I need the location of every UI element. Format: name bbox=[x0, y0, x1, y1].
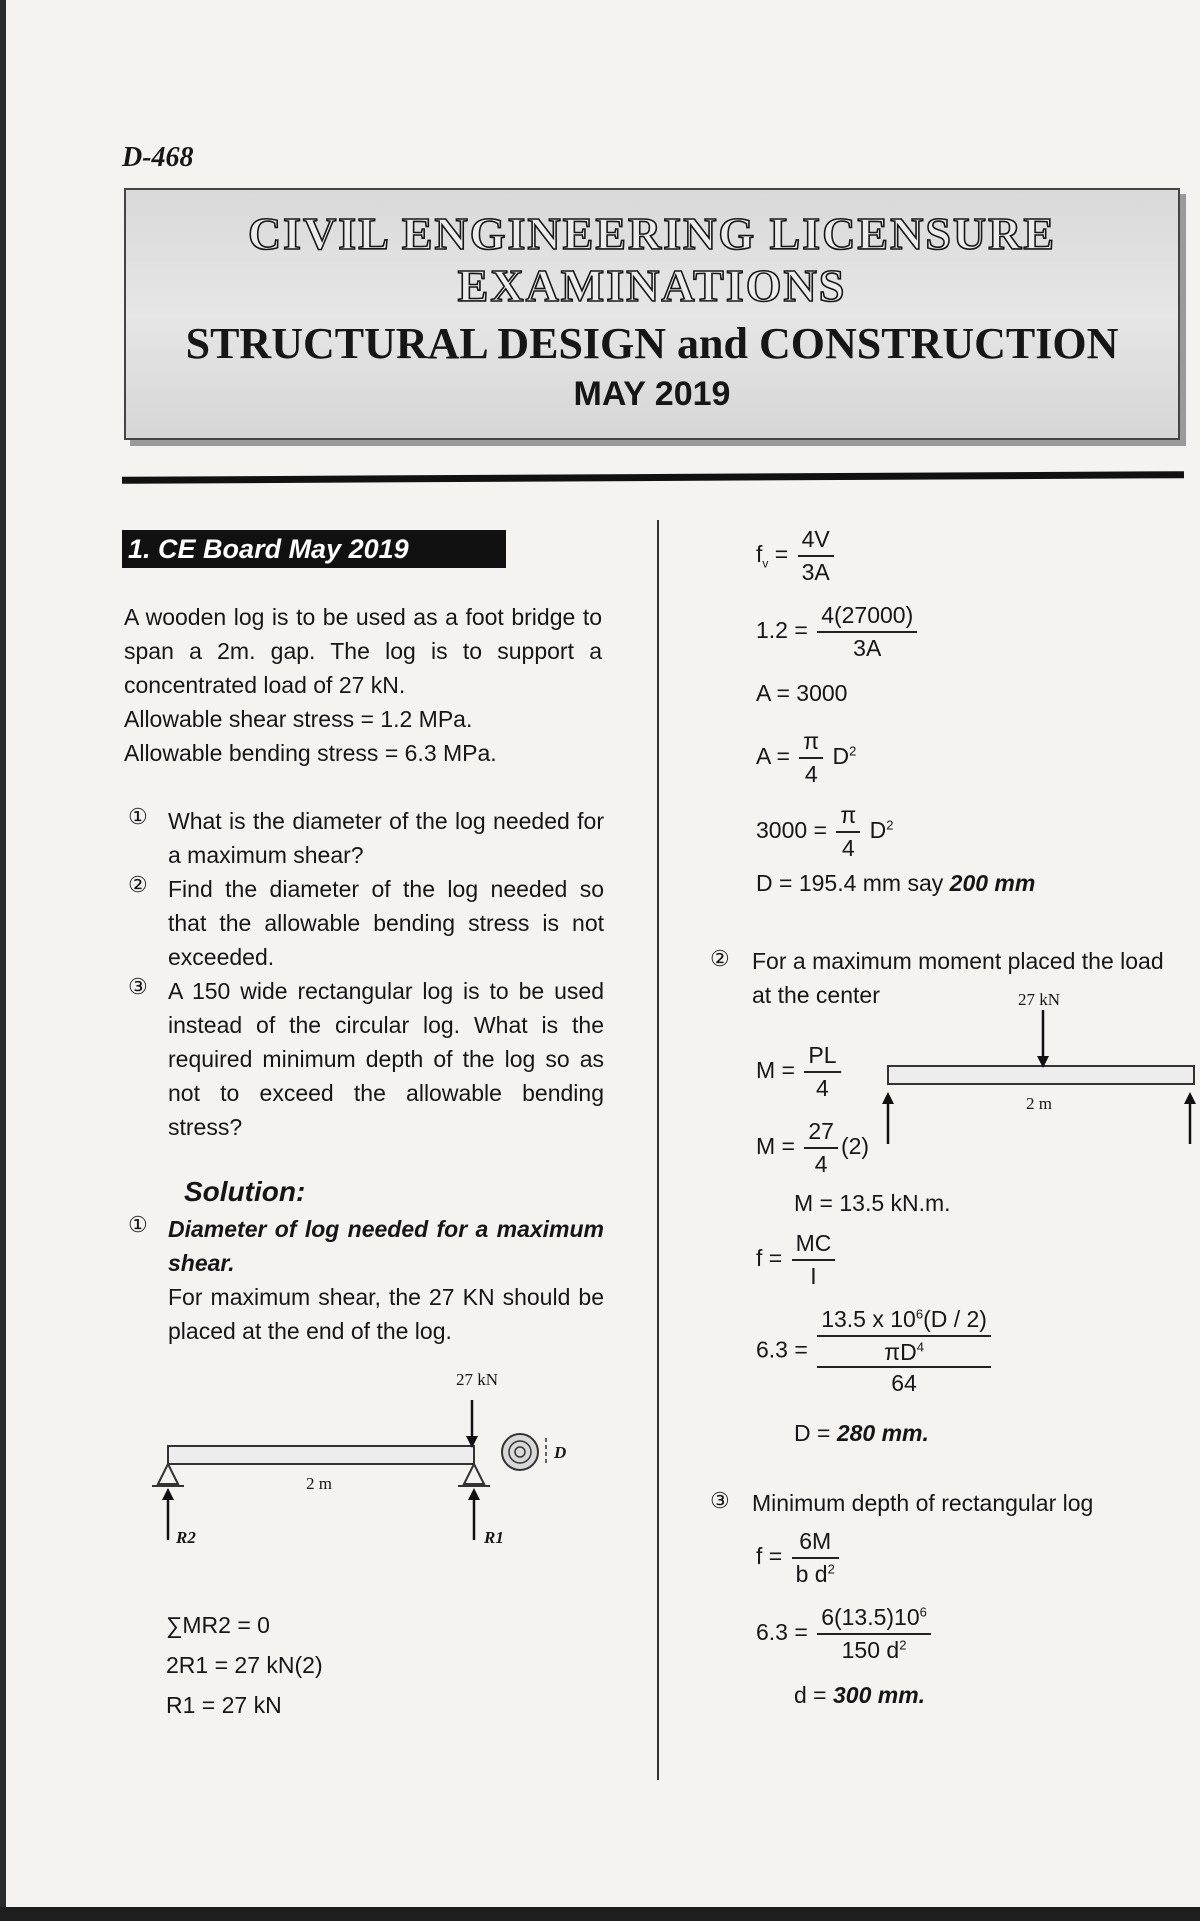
part-number: ③ bbox=[710, 1488, 730, 1513]
fraction bbox=[817, 602, 917, 662]
reaction-arrowhead bbox=[882, 1092, 894, 1104]
denominator: 150 $d^2$ bbox=[817, 1633, 931, 1664]
denominator: b $d^2$ bbox=[792, 1557, 839, 1588]
equation-line: ∑MR2 = 0 bbox=[166, 1612, 270, 1638]
equation-area-circle: A = $\frac{\pi}{4}$ $D^2$ bbox=[756, 728, 857, 787]
equation-shear bbox=[756, 602, 920, 662]
equation-area: A = 3000 bbox=[756, 680, 848, 706]
numerator bbox=[817, 1306, 991, 1335]
banner-subtitle: STRUCTURAL DESIGN and CONSTRUCTION bbox=[185, 319, 1119, 368]
exponent: 6 bbox=[915, 1306, 924, 1322]
denominator: 3A bbox=[817, 631, 917, 662]
result-text: D = 195.4 mm say bbox=[756, 870, 944, 896]
denominator: 64 bbox=[817, 1366, 991, 1397]
question-number: ③ bbox=[128, 974, 148, 999]
numerator bbox=[817, 1604, 931, 1633]
left-support bbox=[158, 1464, 178, 1484]
denominator: I bbox=[792, 1259, 836, 1290]
question-text: A 150 wide rectangular log is to be used instead of the circular log. What is the required minimum depth of the log so as not to exceed the allowable bending stress? bbox=[168, 978, 604, 1140]
part-number: ① bbox=[128, 1212, 148, 1237]
numerator-text: 13.5 x 10 bbox=[821, 1306, 916, 1332]
exponent: 4 bbox=[916, 1339, 924, 1355]
beam-diagram-center-load bbox=[880, 1004, 1200, 1164]
question-text: What is the diameter of the log needed for a maximum shear? bbox=[168, 808, 604, 868]
horizontal-rule bbox=[122, 471, 1184, 484]
section-title: CE Board May 2019 bbox=[158, 534, 409, 564]
equation-area-sub: 3000 = $\frac{\pi}{4}$ $D^2$ bbox=[756, 802, 894, 861]
question-item bbox=[128, 974, 604, 1144]
result-value: 300 mm. bbox=[833, 1682, 926, 1708]
page-edge bbox=[0, 0, 6, 1921]
solution-part-3 bbox=[710, 1486, 1180, 1520]
part-title: Minimum depth of rectangular log bbox=[752, 1490, 1094, 1516]
fraction bbox=[817, 1604, 931, 1664]
denominator: 4 bbox=[799, 757, 823, 788]
part-text: For a maximum moment placed the load at the center bbox=[752, 948, 1164, 1008]
beam bbox=[168, 1446, 474, 1464]
equation-lhs: 1.2 = bbox=[756, 617, 808, 644]
numerator: MC bbox=[795, 1230, 832, 1256]
result-prefix: D = bbox=[794, 1420, 831, 1446]
denominator-text: 150 d bbox=[841, 1637, 900, 1663]
denominator: 4 bbox=[804, 1147, 838, 1178]
reaction-label-r2: R2 bbox=[176, 1528, 196, 1547]
denominator-text: πD bbox=[884, 1339, 917, 1365]
fraction bbox=[799, 728, 823, 788]
fraction bbox=[798, 526, 834, 586]
numerator: 27 bbox=[808, 1118, 834, 1144]
banner-date: MAY 2019 bbox=[573, 375, 731, 413]
fraction bbox=[792, 1230, 836, 1290]
span-label: 2 m bbox=[1026, 1094, 1052, 1113]
question-number: ② bbox=[128, 872, 148, 897]
problem-text: A wooden log is to be used as a foot bridge to span a 2m. gap. The log is to support a concentrated load of 27 kN. bbox=[124, 604, 602, 698]
denominator: 4 bbox=[804, 1071, 840, 1102]
section-number: 1. bbox=[128, 534, 151, 564]
diameter-label: D bbox=[554, 1443, 567, 1462]
equation-moment-sub: M = $\frac{27}{4}$ (2) bbox=[756, 1118, 870, 1177]
equation-flexure-sub bbox=[756, 1306, 994, 1397]
column-divider bbox=[657, 520, 659, 1780]
load-label: 27 kN bbox=[456, 1370, 499, 1389]
numerator-text: 6(13.5)10 bbox=[821, 1604, 920, 1630]
result-prefix: d = bbox=[794, 1682, 827, 1708]
span-label: 2 m bbox=[306, 1474, 332, 1493]
reaction-label-r1: R1 bbox=[484, 1528, 504, 1547]
solution-part-1 bbox=[128, 1212, 604, 1348]
denominator bbox=[817, 1335, 991, 1366]
reaction-arrowhead bbox=[468, 1488, 480, 1500]
part-number: ② bbox=[710, 946, 730, 971]
numerator: π bbox=[840, 802, 857, 828]
equation-rect-sub bbox=[756, 1604, 934, 1664]
equation-tail: (2) bbox=[840, 1133, 870, 1160]
equation-lhs: 6.3 = bbox=[756, 1619, 808, 1646]
shear-stress-text: Allowable shear stress = 1.2 MPa. bbox=[124, 706, 473, 732]
question-text: Find the diameter of the log needed so that the allowable bending stress is not exceeded. bbox=[168, 876, 604, 970]
equation-depth-result bbox=[794, 1682, 925, 1709]
equation-rect-flexure: f = $\frac{6M}{b d^2}$ bbox=[756, 1528, 842, 1588]
numerator: 6M bbox=[799, 1528, 832, 1554]
numerator-tail: (D / 2) bbox=[923, 1306, 987, 1332]
question-item bbox=[128, 804, 604, 872]
denominator: 3A bbox=[798, 555, 834, 586]
log-section-icon bbox=[502, 1434, 538, 1470]
numerator: PL bbox=[808, 1042, 837, 1068]
numerator: 4(27000) bbox=[821, 602, 914, 628]
reaction-arrowhead bbox=[162, 1488, 174, 1500]
equation-moment: M = $\frac{PL}{4}$ bbox=[756, 1042, 844, 1102]
page-edge bbox=[0, 1907, 1200, 1921]
fraction bbox=[804, 1118, 838, 1178]
part-title: Diameter of log needed for a maximum shear. bbox=[168, 1216, 604, 1276]
load-label: 27 kN bbox=[1018, 990, 1061, 1009]
equation-d-result bbox=[794, 1420, 929, 1447]
problem-statement bbox=[124, 600, 602, 770]
solution-part-2 bbox=[710, 944, 1180, 1012]
banner-title bbox=[126, 208, 1178, 312]
reaction-arrowhead bbox=[1184, 1092, 1196, 1104]
banner-title-line: EXAMINATIONS bbox=[457, 260, 847, 311]
equation-fv: $f_v$ = $\frac{4V}{3A}$ bbox=[756, 526, 837, 586]
solution-heading: Solution: bbox=[184, 1176, 306, 1207]
right-support bbox=[464, 1464, 484, 1484]
page-code: D-468 bbox=[122, 142, 194, 173]
denominator-text: b d bbox=[795, 1561, 828, 1587]
exponent: 6 bbox=[919, 1604, 927, 1620]
equation-line: 2R1 = 27 kN(2) bbox=[166, 1652, 323, 1678]
beam-diagram-end-load bbox=[150, 1360, 590, 1560]
fraction bbox=[792, 1528, 839, 1588]
fraction bbox=[804, 1042, 840, 1102]
equation-flexure: f = $\frac{MC}{I}$ bbox=[756, 1230, 838, 1290]
numerator: 4V bbox=[801, 526, 830, 552]
fraction bbox=[817, 1306, 991, 1397]
equation-moment-result: M = 13.5 kN.m. bbox=[794, 1190, 951, 1216]
section-heading bbox=[122, 530, 506, 568]
result-value: 200 mm bbox=[949, 870, 1036, 896]
banner-title-line: CIVIL ENGINEERING LICENSURE bbox=[247, 208, 1057, 259]
equation-lhs: 6.3 = bbox=[756, 1336, 808, 1363]
equation-diameter-result bbox=[756, 870, 1035, 897]
denominator: 4 bbox=[836, 831, 860, 862]
beam bbox=[888, 1066, 1194, 1084]
title-banner bbox=[124, 188, 1180, 440]
equation-line: R1 = 27 kN bbox=[166, 1692, 282, 1718]
bending-stress-text: Allowable bending stress = 6.3 MPa. bbox=[124, 740, 497, 766]
question-number: ① bbox=[128, 804, 148, 829]
result-value: 280 mm. bbox=[836, 1420, 929, 1446]
numerator: π bbox=[803, 728, 820, 754]
part-text: For maximum shear, the 27 KN should be placed at the end of the log. bbox=[168, 1284, 604, 1344]
question-item bbox=[128, 872, 604, 974]
fraction bbox=[836, 802, 860, 862]
